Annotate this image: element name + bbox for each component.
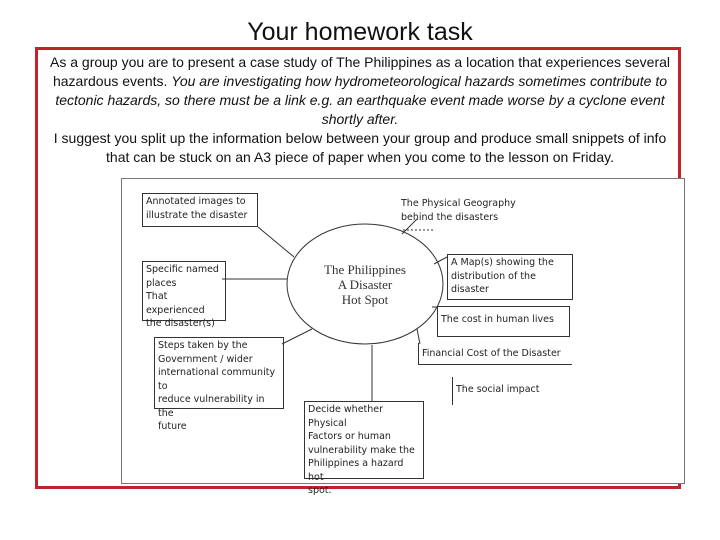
box-social-impact: The social impact [452,377,572,405]
center-topic: The Philippines A Disaster Hot Spot [324,261,406,307]
box-specific-places: Specific named places That experienced the disaster(s) [142,261,226,321]
box-steps-taken: Steps taken by the Government / wider international community to reduce vulnerability in the future [154,337,284,409]
box-decide-factors: Decide whether Physical Factors or human vulnerability make the Philippines a hazard hot spot. [304,401,424,479]
intro-plain-text: As a group you are to present a case study of The Philippines as a location that experiences several hazardous events. [50,54,670,89]
box-physical-geography: The Physical Geography behind the disasters [401,198,516,223]
page-title: Your homework task [247,18,473,46]
intro-italic-text: You are investigating how hydrometeorological hazards sometimes contribute to tectonic hazards, so there must be a link e.g. an earthquake event made worse by a cyclone event shortly after. [55,73,667,127]
box-financial-cost: Financial Cost of the Disaster [418,343,572,365]
spider-diagram [121,178,685,496]
box-map-distribution: A Map(s) showing the distribution of the disaster [447,254,573,300]
box-annotated-images: Annotated images to illustrate the disaster [142,193,258,227]
box-human-cost: The cost in human lives [437,306,570,337]
intro-paragraph [42,53,678,129]
suggestion-paragraph: I suggest you split up the information below between your group and produce small snippets of info that can be stuck on an A3 piece of paper when you come to the lesson on Friday. [53,130,667,165]
task-instructions [42,53,678,167]
